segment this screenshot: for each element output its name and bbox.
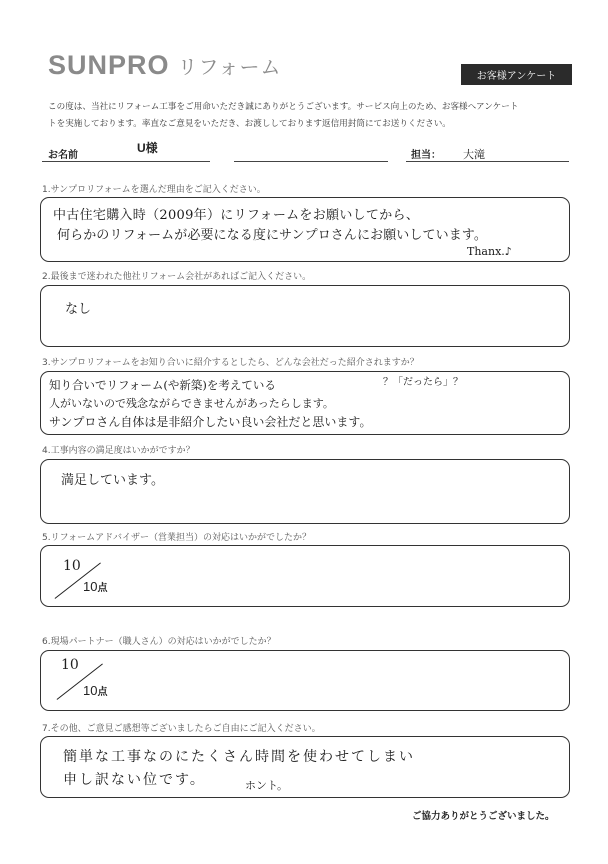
question-6-answer-box (40, 650, 570, 711)
name-value: U様 (137, 141, 158, 155)
q6-score-unit: 点 (97, 687, 108, 698)
name-label: お名前 (48, 150, 78, 161)
question-7-answer-box (40, 736, 570, 798)
q7-answer-line-1: 簡単な工事なのにたくさん時間を使わせてしまい (63, 749, 415, 765)
question-4-title: 4.工事内容の満足度はいかがですか？ (42, 446, 195, 456)
q7-answer-line-3: ホント。 (245, 779, 289, 792)
question-3-title: 3.サンプロリフォームをお知り合いに紹介するとしたら、どんな会社だった紹介されますか？ (42, 358, 419, 368)
q3-answer-line-3: サンプロさん自体は是非紹介したい良い会社だと思います。 (49, 415, 372, 429)
q6-score-max (83, 683, 107, 698)
q6-max-value: 10 (83, 683, 98, 698)
q4-answer-line-1: 満足しています。 (61, 473, 164, 488)
q1-answer-line-1: 中古住宅購入時（2009年）にリフォームをお願いしてから、 (53, 208, 420, 223)
q3-answer-line-2: 人がいないので残念ながらできませんがあったらします。 (49, 397, 334, 410)
q1-answer-line-2: 何らかのリフォームが必要になる度にサンプロさんにお願いしています。 (57, 228, 487, 243)
question-6-title: 6.現場パートナー（職人さん）の対応はいかがでしたか？ (42, 637, 276, 647)
q5-max-value: 10 (83, 579, 98, 594)
q5-score-unit: 点 (97, 583, 108, 594)
footer-thanks: ご協力ありがとうございました。 (412, 811, 555, 822)
question-2-title: 2.最後まで迷われた他社リフォーム会社があればご記入ください。 (42, 272, 312, 282)
staff-value: 大滝 (463, 148, 485, 161)
q3-answer-line-1: 知り合いでリフォーム(や新築)を考えている (49, 378, 276, 392)
logo-sub-text: リフォーム (177, 55, 282, 79)
question-7-title: 7.その他、ご意見ご感想等ございましたらご自由にご記入ください。 (42, 724, 321, 734)
question-5-title: 5.リフォームアドバイザー（営業担当）の対応はいかがでしたか？ (42, 533, 311, 543)
q7-answer-line-2: 申し訳ない位です。 (63, 772, 206, 788)
question-4-answer-box (40, 459, 570, 524)
q5-score-max (83, 579, 107, 594)
survey-badge: お客様アンケート (461, 64, 572, 85)
company-logo (48, 50, 282, 81)
logo-main-text: SUNPRO (48, 50, 170, 80)
q2-answer-line-1: なし (65, 302, 92, 317)
intro-line-2: トを実施しております。率直なご意見をいただき、お渡ししております返信用封筒にてお送りください。 (48, 119, 451, 129)
question-1-answer-box (40, 197, 570, 262)
q6-score-given: 10 (61, 657, 79, 673)
question-2-answer-box (40, 285, 570, 347)
name-underline (42, 161, 210, 162)
staff-label: 担当： (411, 150, 441, 161)
q3-annotation: ？「だったら」？ (383, 377, 463, 388)
q1-answer-line-3: Thanx.♪ (467, 245, 512, 258)
q5-score-given: 10 (63, 558, 81, 574)
question-5-answer-box (40, 545, 570, 607)
intro-text (48, 99, 588, 133)
staff-underline (406, 161, 569, 162)
question-1-title: 1.サンプロリフォームを選んだ理由をご記入ください。 (42, 185, 266, 195)
intro-line-1: この度は、当社にリフォーム工事をご用命いただき誠にありがとうございます。サービス向上のため、お客様へアンケート (48, 102, 519, 112)
name-underline-2 (234, 161, 388, 162)
question-3-answer-box (40, 371, 570, 435)
